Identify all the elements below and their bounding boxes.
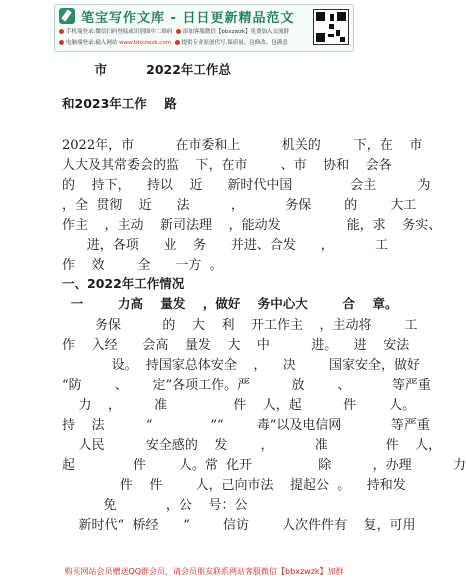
banner-pc-line <box>59 38 288 46</box>
computer-icon <box>59 40 64 45</box>
mobile-login-text: 手机端登录:微信扫码登陆或识别图中二维码 <box>66 29 173 35</box>
wechat-icon <box>176 29 181 34</box>
doc-paragraph-line: “防 、 定”各项工作。严 放 、 等严重 <box>62 378 431 393</box>
doc-paragraph-line: 免 ，公 号：公 <box>62 498 248 513</box>
doc-paragraph-line: 作 效 全 一方 。 <box>62 258 223 273</box>
doc-paragraph-line: 的 持下， 持以 近 新时代中国 会主 为 <box>62 178 431 193</box>
doc-paragraph-line: 持 法 “ ”“ 毒”以及电信网 等严重 <box>62 418 430 433</box>
banner-mobile-line <box>59 27 289 35</box>
book-logo-icon <box>59 8 75 24</box>
phone-icon <box>59 29 64 34</box>
subsection-heading: 一 力高 量发 ，做好 务中心大 合 章。 <box>62 296 398 311</box>
doc-paragraph-line: 力 ， 准 件 人，起 件 人。 <box>62 398 416 413</box>
footer-notice: 购买网站会员赠送QQ群会员，请会员朋友联系网站客服微信【bbxzwzk】加群 <box>64 567 344 576</box>
service-icon <box>175 40 180 45</box>
doc-title-line1: 市 2022年工作总 <box>64 62 231 77</box>
doc-paragraph-line: 作主 ，主动 新司法理 ，能动发 能，求 务实、 <box>62 218 442 233</box>
doc-paragraph-line: 务保 的 大 利 开工作主 ，主动将 工 <box>62 318 418 333</box>
doc-paragraph-line: 设。 持国家总体安全 ， 决 国家安全，做好 <box>62 358 420 373</box>
doc-paragraph-line: ，全 贯彻 近 法 ， 务保 的 大工 <box>62 198 417 213</box>
banner-title: 笔宝写作文库 - 日日更新精品范文 <box>81 11 295 26</box>
doc-paragraph-line: 件 件 人，己向市法 提起公 。 持和发 <box>62 478 406 493</box>
doc-paragraph-line: 起 件 人。常 化开 除 ，办理 力 <box>62 458 466 473</box>
doc-paragraph-line: 人大及其常委会的监 下，在市 、市 协和 会各 <box>62 158 392 173</box>
section-heading: 一、2022年工作情况 <box>62 276 185 291</box>
service-desc-text: 提供专业原创代写,保质量、包修改、包满意 <box>181 40 288 46</box>
doc-paragraph-line: 人民 安全感的 发 ， 准 件 人， <box>62 438 442 453</box>
doc-paragraph-line: 新时代“ 桥经 ” 信访 人次件件有 复，可用 <box>62 518 416 533</box>
doc-paragraph-line: 作 入经 会高 量发 大 中 进。 进 安法 <box>62 338 410 353</box>
doc-paragraph-line: 2022年，市 在市委和上 机关的 下，在 市 <box>62 138 423 153</box>
doc-paragraph-line: 进，各项 业 务 并进、合发 ， 工 <box>62 238 389 253</box>
promo-banner <box>54 4 354 52</box>
site-url-link[interactable]: www.bbxzwzk.com <box>119 40 172 46</box>
wechat-service-text: 添加客服微信【bbxzwzk】免费加入交流群 <box>182 29 290 35</box>
pc-login-text: 电脑端登录:输入网站 <box>66 40 118 46</box>
qr-code-icon <box>313 9 349 45</box>
doc-title-line2: 和2023年工作 路 <box>62 96 177 111</box>
